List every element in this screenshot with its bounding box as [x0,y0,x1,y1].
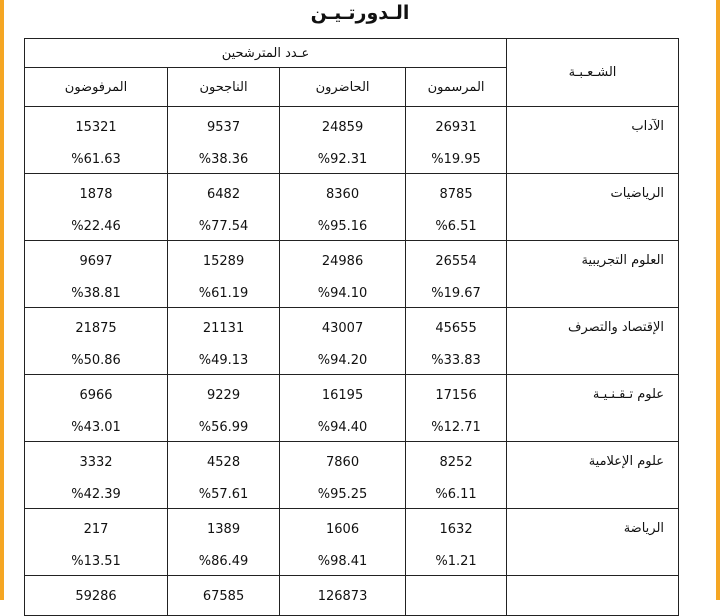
present-percent: %95.16 [317,219,368,234]
registered-percent: %19.95 [431,152,481,167]
passed-cell [168,442,280,509]
present-count: 1606 [326,522,360,537]
rejected-percent: %42.39 [71,487,121,502]
total-row [25,576,679,616]
table-row [25,174,679,241]
total-registered [406,576,507,616]
page-heading: الـدورتـيـن [310,2,410,24]
passed-count: 15289 [202,254,245,269]
registered-percent: %12.71 [431,420,481,435]
passed-cell [168,509,280,576]
registered-cell [406,174,507,241]
present-count: 43007 [321,321,364,336]
col-header-present: الحاضرون [280,68,406,107]
registered-cell [406,107,507,174]
total-branch-cell [507,576,679,616]
branch-name: علوم تـقـنـيـة [592,387,665,402]
passed-percent: %61.19 [198,286,249,301]
registered-cell [406,308,507,375]
table-row [25,308,679,375]
table-row [25,442,679,509]
col-header-registered: المرسمون [406,68,507,107]
rejected-percent: %38.81 [71,286,121,301]
table-row [25,107,679,174]
rejected-percent: %61.63 [71,152,121,167]
passed-percent: %38.36 [198,152,249,167]
branch-cell [507,241,679,308]
registered-count: 17156 [435,388,477,403]
rejected-cell [25,308,168,375]
present-cell [280,107,406,174]
registered-percent: %6.51 [435,219,477,234]
rejected-count: 3332 [79,455,113,470]
present-count: 24859 [321,120,364,135]
registered-count: 8785 [439,187,473,202]
branch-name: الرياضيات [610,186,665,201]
passed-count: 9229 [207,388,241,403]
registered-count: 45655 [435,321,477,336]
branch-name: الآداب [631,119,665,134]
branch-cell [507,174,679,241]
results-table [24,38,679,616]
present-count: 16195 [321,388,364,403]
passed-count: 1389 [207,522,241,537]
total-present [280,576,406,616]
passed-count: 4528 [207,455,241,470]
total-passed-value: 67585 [202,589,245,604]
branch-name: علوم الإعلامية [588,454,665,469]
present-count: 24986 [321,254,364,269]
rejected-cell [25,241,168,308]
present-percent: %94.20 [317,353,368,368]
left-orange-border [0,0,4,600]
rejected-cell [25,442,168,509]
passed-percent: %77.54 [198,219,249,234]
passed-count: 21131 [202,321,245,336]
rejected-percent: %22.46 [71,219,121,234]
passed-cell [168,308,280,375]
rejected-count: 15321 [75,120,117,135]
present-percent: %98.41 [317,554,368,569]
passed-count: 6482 [207,187,241,202]
registered-cell [406,442,507,509]
passed-count: 9537 [207,120,241,135]
present-percent: %94.10 [317,286,368,301]
total-passed [168,576,280,616]
rejected-cell [25,509,168,576]
rejected-percent: %43.01 [71,420,121,435]
right-orange-border [716,0,720,600]
branch-name: العلوم التجريبية [581,253,665,268]
col-header-passed: الناجحون [168,68,280,107]
present-cell [280,241,406,308]
rejected-percent: %50.86 [71,353,121,368]
passed-cell [168,241,280,308]
total-present-value: 126873 [317,589,368,604]
passed-percent: %56.99 [198,420,249,435]
registered-count: 8252 [439,455,473,470]
passed-cell [168,174,280,241]
branch-cell [507,509,679,576]
rejected-cell [25,107,168,174]
passed-percent: %57.61 [198,487,249,502]
present-percent: %94.40 [317,420,368,435]
branch-cell [507,442,679,509]
present-cell [280,509,406,576]
registered-count: 26554 [435,254,477,269]
table-row [25,241,679,308]
branch-name: الرياضة [623,521,665,536]
col-header-rejected: المرفوضون [25,68,168,107]
registered-percent: %19.67 [431,286,481,301]
passed-percent: %86.49 [198,554,249,569]
total-rejected [25,576,168,616]
rejected-count: 9697 [79,254,113,269]
branch-name: الإقتصاد والتصرف [568,320,665,335]
rejected-cell [25,174,168,241]
total-rejected-value: 59286 [75,589,117,604]
registered-percent: %1.21 [435,554,477,569]
present-percent: %92.31 [317,152,368,167]
passed-cell [168,375,280,442]
registered-cell [406,241,507,308]
rejected-count: 1878 [79,187,113,202]
present-cell [280,308,406,375]
rejected-count: 6966 [79,388,113,403]
present-count: 7860 [326,455,360,470]
rejected-count: 21875 [75,321,117,336]
registered-count: 26931 [435,120,477,135]
branch-cell [507,107,679,174]
present-cell [280,375,406,442]
present-cell [280,442,406,509]
passed-percent: %49.13 [198,353,249,368]
branch-header: الشـعـبـة [507,39,679,107]
registered-percent: %6.11 [435,487,477,502]
present-percent: %95.25 [317,487,368,502]
present-cell [280,174,406,241]
branch-cell [507,308,679,375]
registered-cell [406,509,507,576]
table-row [25,375,679,442]
registered-cell [406,375,507,442]
table-row [25,509,679,576]
candidates-group-header: عـدد المترشحين [25,39,507,68]
registered-percent: %33.83 [431,353,481,368]
rejected-count: 217 [83,522,109,537]
rejected-percent: %13.51 [71,554,121,569]
present-count: 8360 [326,187,360,202]
rejected-cell [25,375,168,442]
branch-cell [507,375,679,442]
passed-cell [168,107,280,174]
registered-count: 1632 [439,522,473,537]
